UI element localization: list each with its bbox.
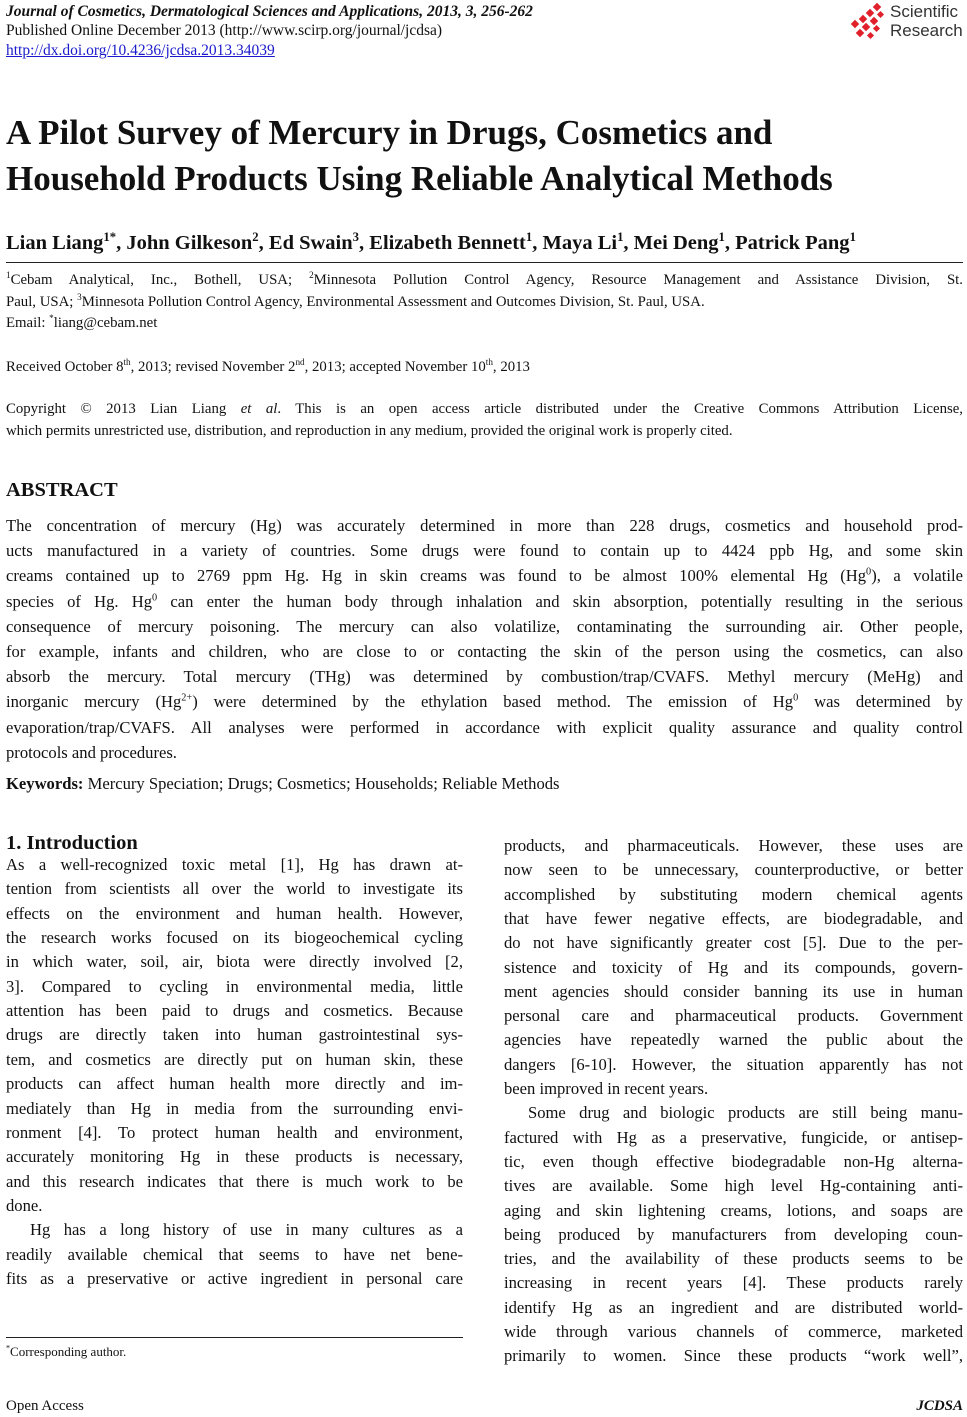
text-run: , Maya Li: [532, 232, 618, 254]
text-run: Copyright © 2013 Lian Liang: [6, 401, 241, 417]
abstract-line: [6, 665, 963, 689]
superscript: 1: [6, 270, 11, 281]
text-run: Minnesota Pollution Control Agency, Resource Management and Assistance Division, St.: [313, 272, 963, 288]
body-line: tention from scientists all over the world to investigate its: [6, 879, 463, 899]
text-run: ucts manufactured in a variety of countries. Some drugs were found to contain up to 4424 ppb Hg, and some skin: [6, 541, 963, 561]
body-line: done.: [6, 1195, 43, 1215]
scientific-research-logo: [848, 2, 967, 42]
keywords-label: Keywords:: [6, 774, 84, 793]
text-run: absorb the mercury. Total mercury (THg) was determined by combustion/trap/CVAFS. Methyl mercury (MeHg) and: [6, 667, 963, 687]
text-run: , 2013: [492, 359, 530, 375]
body-line: Hg has a long history of use in many cultures as a: [30, 1220, 463, 1240]
body-line: personal care and pharmaceutical products. Government: [504, 1006, 963, 1026]
body-line: being produced by manufacturers from developing coun-: [504, 1224, 963, 1244]
journal-citation: Journal of Cosmetics, Dermatological Sciences and Applications, 2013, 3, 256-262: [6, 3, 533, 20]
keywords: [6, 774, 560, 794]
body-line: increasing in recent years [4]. These products rarely: [504, 1273, 963, 1293]
copyright-line: [6, 399, 963, 421]
body-line: accurately monitoring Hg in these products is necessary,: [6, 1147, 463, 1167]
logo-text: [890, 2, 963, 40]
abstract-line: [6, 640, 963, 664]
superscript: nd: [295, 357, 305, 368]
abstract-line: [6, 590, 963, 614]
italic-text: et al: [240, 401, 278, 417]
abstract-line: [6, 539, 963, 563]
superscript: 1: [525, 230, 533, 245]
text-run: , Elizabeth Bennett: [359, 232, 526, 254]
body-line: drugs are directly taken into human gastrointestinal sys-: [6, 1025, 463, 1045]
body-line: mediately than Hg in media from the surrounding envi-: [6, 1098, 463, 1118]
footer-open-access: Open Access: [6, 1398, 84, 1414]
abstract-line: [6, 690, 963, 714]
body-line: Some drug and biologic products are still being manu-: [528, 1103, 963, 1123]
text-run: . This is an open access article distributed under the Creative Commons Attribution License,: [277, 401, 963, 417]
body-line: attention has been paid to drugs and cosmetics. Because: [6, 1001, 463, 1021]
logo-line-1: Scientific: [890, 2, 959, 21]
text-run: Lian Liang: [6, 232, 104, 254]
text-run: Minnesota Pollution Control Agency, Environmental Assessment and Outcomes Division, St. Paul, USA.: [81, 293, 705, 310]
superscript: *: [6, 1343, 11, 1353]
diamond-cluster-icon: [848, 2, 888, 42]
text-run: , Ed Swain: [258, 232, 353, 254]
text-run: ) were determined by the ethylation based method. The emission of Hg: [192, 692, 794, 712]
text-run: , John Gilkeson: [116, 232, 253, 254]
body-line: readily available chemical that seems to have net bene-: [6, 1244, 463, 1264]
copyright-notice: [6, 399, 963, 442]
title-line-2: Household Products Using Reliable Analytical Methods: [6, 159, 833, 198]
abstract-line: [6, 514, 963, 538]
body-line: tem, and cosmetics are directly put on human skin, these: [6, 1049, 463, 1069]
footer-journal-abbrev: JCDSA: [916, 1398, 963, 1414]
superscript: 0: [793, 692, 799, 704]
affiliations: [6, 270, 963, 335]
superscript: 0: [152, 592, 158, 604]
text-run: Email:: [6, 315, 50, 331]
text-run: The concentration of mercury (Hg) was accurately determined in more than 228 drugs, cosmetics and household prod-: [6, 516, 963, 535]
logo-line-2: Research: [890, 21, 963, 40]
text-run: consequence of mercury poisoning. The mercury can also volatilize, contaminating the surrounding air. Other people,: [6, 616, 963, 636]
text-run: Received October 8: [6, 359, 124, 375]
body-line: tries, and the availability of these products seems to be: [504, 1249, 963, 1269]
text-run: , Mei Deng: [623, 232, 719, 254]
text-run: Paul, USA;: [6, 293, 78, 310]
superscript: 1: [849, 230, 856, 245]
text-run: which permits unrestricted use, distribution, and reproduction in any medium, provided the original work is properly cited.: [6, 422, 733, 439]
abstract-line: [6, 741, 963, 765]
text-run: Cebam Analytical, Inc., Bothell, USA;: [10, 272, 310, 288]
text-run: inorganic mercury (Hg: [6, 692, 182, 712]
body-line: ronment [4]. To protect human health and environment,: [6, 1122, 463, 1142]
text-run: protocols and procedures.: [6, 742, 177, 762]
superscript: 1: [718, 230, 725, 245]
text-run: species of Hg. Hg: [6, 591, 153, 611]
copyright-line: [6, 421, 963, 443]
text-run: was determined by: [798, 692, 963, 712]
body-line: the research works focused on its biogeochemical cycling: [6, 928, 463, 948]
text-run: can enter the human body through inhalation and skin absorption, potentially resulting in the serious: [157, 591, 963, 611]
superscript: 0: [866, 566, 872, 578]
body-line: accomplished by substituting modern chemical agents: [504, 884, 963, 904]
body-line: aging and skin lightening creams, lotions, and soaps are: [504, 1200, 963, 1220]
affiliation-line: [6, 270, 963, 292]
paper-title: [6, 110, 833, 202]
body-line: ment agencies should consider banning its use in human: [504, 981, 963, 1001]
text-run: Corresponding author.: [10, 1344, 127, 1359]
divider: [6, 262, 963, 263]
doi-link[interactable]: http://dx.doi.org/10.4236/jcdsa.2013.34039: [6, 42, 275, 59]
superscript: 3: [352, 230, 360, 245]
superscript: th: [123, 357, 131, 368]
body-line: identify Hg as an ingredient and are distributed world-: [504, 1297, 963, 1317]
superscript: 2+: [181, 692, 193, 704]
body-line: now seen to be unnecessary, counterproductive, or better: [504, 860, 963, 880]
body-line: wide through various channels of commerce, marketed: [504, 1322, 963, 1341]
superscript: th: [485, 357, 493, 368]
text-run: for example, infants and children, who are close to or contacting the skin of the person using the cosmetics, can also: [6, 642, 963, 661]
keywords-list: Mercury Speciation; Drugs; Cosmetics; Households; Reliable Methods: [83, 774, 560, 793]
body-line: agencies have repeatedly warned the public about the: [504, 1030, 963, 1050]
superscript: 2: [309, 270, 314, 281]
superscript: 1*: [103, 230, 117, 245]
text-run: liang@cebam.net: [53, 315, 158, 331]
abstract-line: [6, 716, 963, 740]
body-line: been improved in recent years.: [504, 1079, 709, 1098]
text-run: , 2013; revised November 2: [130, 359, 296, 375]
body-line: fits as a preservative or active ingredient in personal care: [6, 1268, 463, 1288]
footnote: [6, 1344, 126, 1360]
received-dates: [6, 357, 963, 379]
body-line: primarily to women. Since these products “work well”,: [504, 1346, 963, 1366]
title-line-1: A Pilot Survey of Mercury in Drugs, Cosmetics and: [6, 113, 773, 152]
text-run: ), a volatile: [871, 566, 963, 586]
body-line: sistence and toxicity of Hg and its compounds, govern-: [504, 957, 963, 977]
author-list: [6, 232, 856, 255]
body-line: products can affect human health more directly and im-: [6, 1074, 463, 1094]
body-line: that have fewer negative effects, are biodegradable, and: [504, 908, 963, 928]
body-line: factured with Hg as a preservative, fungicide, or antisep-: [504, 1127, 963, 1147]
text-run: , Patrick Pang: [724, 232, 850, 254]
body-line: do not have significantly greater cost [5]. Due to the per-: [504, 933, 963, 953]
body-line: tives are available. Some high level Hg-containing anti-: [504, 1176, 963, 1196]
abstract-line: [6, 564, 963, 588]
abstract-heading: ABSTRACT: [6, 479, 118, 501]
body-line: 3]. Compared to cycling in environmental media, little: [6, 976, 463, 996]
body-line: tic, even though effective biodegradable non-Hg alterna-: [504, 1151, 963, 1171]
text-run: creams contained up to 2769 ppm Hg. Hg in skin creams was found to be almost 100% elemental Hg (Hg: [6, 566, 867, 586]
text-run: evaporation/trap/CVAFS. All analyses were performed in accordance with explicit quality assurance and quality control: [6, 717, 963, 737]
published-online-line: Published Online December 2013 (http://www.scirp.org/journal/jcdsa): [6, 22, 443, 39]
superscript: 2: [252, 230, 259, 245]
superscript: *: [49, 313, 54, 324]
email: [6, 313, 963, 335]
body-line: As a well-recognized toxic metal [1], Hg has drawn at-: [6, 855, 463, 874]
body-line: in which water, soil, air, biota were directly involved [2,: [6, 952, 463, 972]
affiliation-line: [6, 292, 963, 314]
body-line: and this research indicates that there is much work to be: [6, 1171, 463, 1191]
superscript: 1: [617, 230, 624, 245]
body-line: dangers [6-10]. However, the situation apparently has not: [504, 1054, 963, 1074]
introduction-heading: 1. Introduction: [6, 832, 138, 854]
body-line: products, and pharmaceuticals. However, these uses are: [504, 836, 963, 855]
text-run: , 2013; accepted November 10: [304, 359, 486, 375]
body-line: effects on the environment and human health. However,: [6, 903, 463, 923]
superscript: 3: [77, 291, 82, 302]
footnote-divider: [6, 1337, 463, 1338]
abstract-line: [6, 615, 963, 639]
